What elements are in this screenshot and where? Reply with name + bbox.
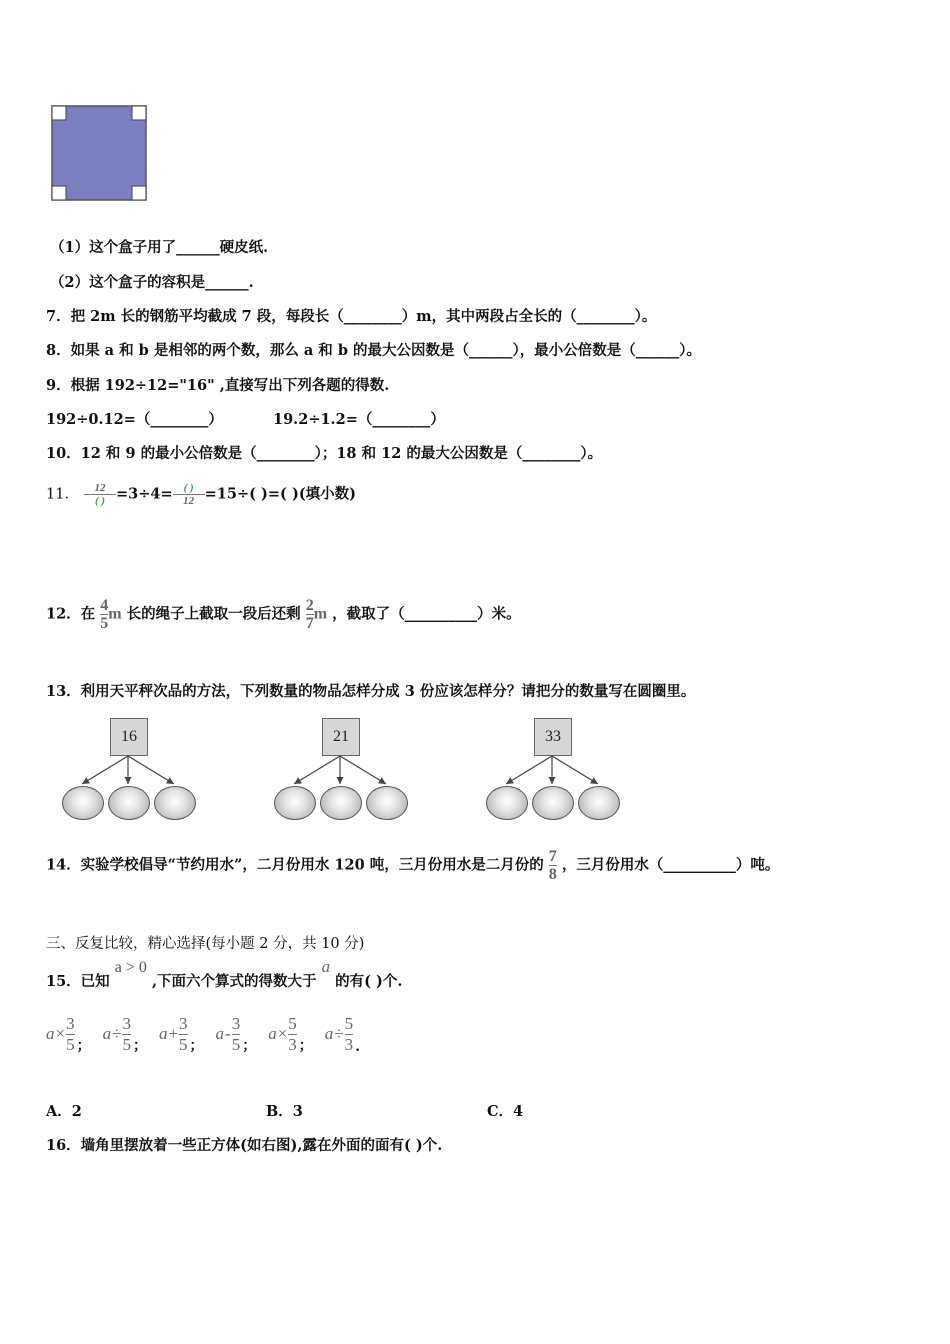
expression-4 xyxy=(216,1014,257,1055)
operator: + xyxy=(168,1024,179,1043)
separator: . xyxy=(355,1039,361,1055)
variable-a: a xyxy=(324,1024,334,1043)
fraction-numerator: 3 xyxy=(66,1014,75,1033)
fraction-denominator: 3 xyxy=(288,1035,297,1054)
total-count-box: 21 xyxy=(322,718,360,756)
fraction xyxy=(232,1014,241,1055)
q11-number: 11． xyxy=(46,486,79,503)
q14-text: 14．实验学校倡导“节约用水”，二月份用水 120 吨，三月份用水是二月份的 xyxy=(46,856,544,874)
q14-tail: ，三月份用水（__________）吨。 xyxy=(561,856,780,874)
weighing-tree-1 xyxy=(60,716,200,822)
q11-fraction-2 xyxy=(173,482,205,507)
total-count-box: 16 xyxy=(110,718,148,756)
expression-1 xyxy=(46,1014,91,1055)
expression-5 xyxy=(268,1014,313,1055)
q12-tail: ，截取了（__________）米。 xyxy=(332,605,521,623)
q6-sub1: （1）这个盒子用了______硬皮纸. xyxy=(50,239,269,256)
q11-middle: =3÷4= xyxy=(116,485,173,503)
q15-prefix: 15．已知 xyxy=(46,973,110,990)
q14-fraction xyxy=(549,848,557,883)
fraction xyxy=(179,1014,188,1055)
expression-3 xyxy=(159,1014,204,1055)
separator: ； xyxy=(76,1038,91,1054)
question-10: 10．12 和 9 的最小公倍数是（________）；18 和 12 的最大公因数是（________）。 xyxy=(46,445,603,462)
q12-prefix: 12．在 xyxy=(46,605,96,623)
question-14 xyxy=(46,848,779,883)
variable-a: a xyxy=(102,1024,112,1043)
split-arrow xyxy=(552,756,598,784)
fraction xyxy=(288,1014,297,1055)
weighing-tree-2 xyxy=(272,716,412,822)
answer-circle[interactable] xyxy=(366,786,408,820)
q14-f-num: 7 xyxy=(548,848,557,865)
q11-tail: =15÷( )=( )(填小数) xyxy=(204,485,357,503)
answer-circle[interactable] xyxy=(578,786,620,820)
fraction-denominator: 3 xyxy=(344,1035,354,1054)
split-arrow xyxy=(128,756,174,784)
answer-circle[interactable] xyxy=(274,786,316,820)
split-arrow xyxy=(294,756,340,784)
fraction-numerator: 3 xyxy=(122,1014,131,1033)
q9-part-b: 19.2÷1.2=（________） xyxy=(273,411,445,428)
q15-condition: a > 0 xyxy=(114,959,147,976)
answer-circle[interactable] xyxy=(486,786,528,820)
q15-option-c[interactable]: C．4 xyxy=(487,1103,524,1120)
variable-a: a xyxy=(268,1024,277,1043)
q15-option-a[interactable]: A．2 xyxy=(46,1103,82,1120)
fraction xyxy=(345,1014,354,1055)
q11-frac2-den: 12 xyxy=(183,495,195,507)
fraction-denominator: 5 xyxy=(122,1035,131,1054)
q11-frac2-num: ( ) xyxy=(183,482,194,494)
section-3-heading: 三、反复比较，精心选择(每小题 2 分，共 10 分) xyxy=(46,936,365,952)
split-arrow xyxy=(506,756,552,784)
q12-unit-2: m xyxy=(313,605,328,623)
split-arrow xyxy=(340,756,386,784)
question-9: 9．根据 192÷12="16" ,直接写出下列各题的得数. xyxy=(46,377,390,394)
question-16: 16．墙角里摆放着一些正方体(如右图),露在外面的面有( )个. xyxy=(46,1137,443,1154)
fraction-denominator: 5 xyxy=(231,1035,241,1054)
separator: ； xyxy=(298,1038,313,1054)
q12-middle: 长的绳子上截取一段后还剩 xyxy=(126,605,301,623)
answer-circle[interactable] xyxy=(532,786,574,820)
operator: - xyxy=(225,1024,231,1043)
q12-f1-den: 5 xyxy=(100,615,109,632)
q15-expressions xyxy=(46,1014,372,1055)
operator: ÷ xyxy=(334,1024,344,1043)
q6-sub2: （2）这个盒子的容积是______. xyxy=(50,274,254,291)
expression-6 xyxy=(325,1014,360,1055)
q12-fraction-2 xyxy=(306,597,314,632)
weighing-tree-3 xyxy=(484,716,624,822)
q14-f-den: 8 xyxy=(548,866,557,883)
separator: ； xyxy=(189,1038,204,1054)
fraction-denominator: 5 xyxy=(66,1035,75,1054)
fraction-numerator: 3 xyxy=(179,1014,188,1033)
separator: ； xyxy=(242,1038,257,1054)
q12-f2-num: 2 xyxy=(305,597,314,614)
answer-circle[interactable] xyxy=(154,786,196,820)
operator: × xyxy=(277,1024,288,1043)
fraction-numerator: 3 xyxy=(231,1014,241,1033)
answer-circle[interactable] xyxy=(62,786,104,820)
fraction-numerator: 5 xyxy=(288,1014,297,1033)
variable-a: a xyxy=(158,1024,168,1043)
split-arrow xyxy=(82,756,128,784)
fraction xyxy=(122,1014,131,1055)
question-8: 8．如果 a 和 b 是相邻的两个数，那么 a 和 b 的最大公因数是（______），最小公倍数是（______）。 xyxy=(46,342,702,359)
question-13: 13．利用天平秤次品的方法，下列数量的物品怎样分成 3 份应该怎样分？请把分的数量写在圆圈里。 xyxy=(46,683,696,700)
q9-part-a: 192÷0.12=（________） xyxy=(46,411,223,428)
answer-circle[interactable] xyxy=(108,786,150,820)
q15-option-b[interactable]: B．3 xyxy=(266,1103,303,1120)
q11-frac1-den: ( ) xyxy=(94,495,106,507)
question-7: 7．把 2m 长的钢筋平均截成 7 段，每段长（________）m，其中两段占全长的（________）。 xyxy=(46,308,657,325)
answer-circle[interactable] xyxy=(320,786,362,820)
total-count-box: 33 xyxy=(534,718,572,756)
variable-a: a xyxy=(215,1024,225,1043)
q11-fraction-1 xyxy=(84,482,116,507)
separator: ； xyxy=(132,1038,147,1054)
operator: ÷ xyxy=(112,1024,122,1043)
fraction-numerator: 5 xyxy=(344,1014,354,1033)
variable-a: a xyxy=(46,1024,55,1043)
fraction-denominator: 5 xyxy=(179,1035,188,1054)
q12-f1-num: 4 xyxy=(100,597,109,614)
q15-middle: ,下面六个算式的得数大于 xyxy=(151,973,317,990)
question-11 xyxy=(46,482,356,507)
operator: × xyxy=(55,1024,66,1043)
q15-variable: a xyxy=(321,957,331,976)
q12-unit-1: m xyxy=(108,605,122,623)
expression-2 xyxy=(103,1014,147,1055)
fraction xyxy=(66,1014,75,1055)
box-net-figure xyxy=(50,104,148,202)
q12-f2-den: 7 xyxy=(305,615,314,632)
question-15 xyxy=(46,957,403,990)
q15-tail: 的有( )个. xyxy=(335,973,403,990)
q11-frac1-num: 12 xyxy=(94,482,106,494)
question-12 xyxy=(46,597,521,632)
